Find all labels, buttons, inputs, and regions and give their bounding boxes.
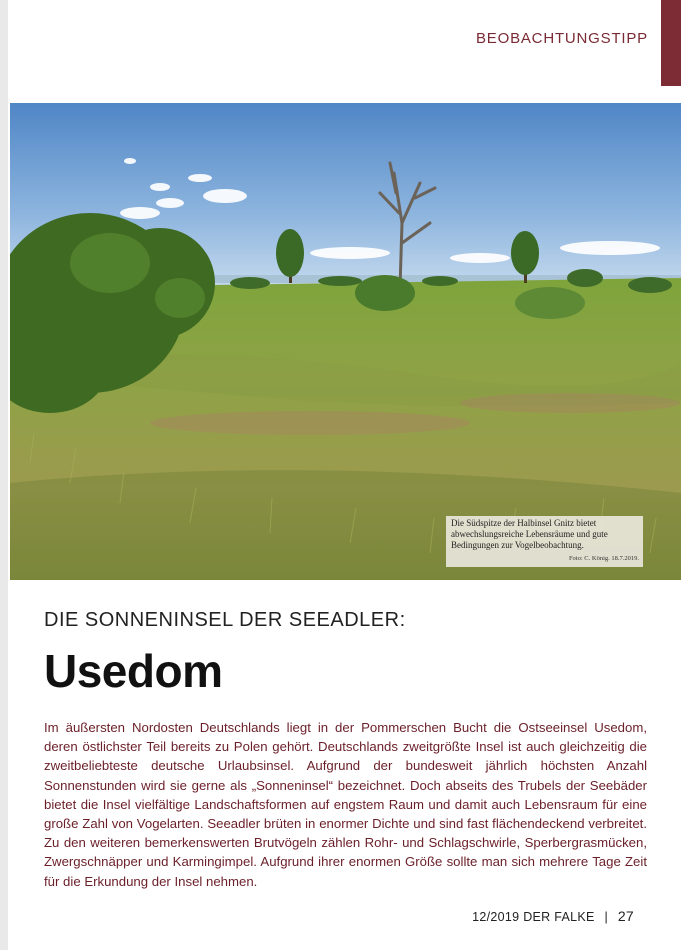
page-edge [0, 0, 8, 950]
page-footer [472, 908, 634, 924]
article-kicker: DIE SONNENINSEL DER SEEADLER: [44, 609, 406, 631]
footer-separator: | [604, 910, 609, 924]
issue-date: 12/2019 [472, 910, 520, 924]
accent-bar [661, 0, 681, 86]
caption-text: Die Südspitze der Halbinsel Gnitz bietet abwechslungsreiche Lebensräume und gute Bedingungen zur Vogelbeobachtung. [451, 518, 608, 550]
photo-credit: Foto: C. König. 18.7.2019. [568, 555, 639, 562]
article-body: Im äußersten Nordosten Deutschlands liegt in der Pommerschen Bucht die Ostseeinsel Usedom, deren östlichster Teil bereits zu Polen gehört. Deutschlands zweitgrößte Insel ist auch gleichzeitig die zweitbeliebteste deutsche Urlaubsinsel. Aufgrund der bundesweit jährlich höchsten Anzahl Sonnenstunden wird sie gerne als „Sonneninsel“ bezeichnet. Doch abseits des Trubels der Seebäder bietet die Insel vielfältige Landschaftsformen auf engstem Raum und damit auch Lebensraum für eine große Zahl von Vogelarten. Seeadler brüten in enormer Dichte und sind fast flächendeckend verbreitet. Zu den weiteren bemerkenswerten Brutvögeln zählen Rohr- und Schlagschwirle, Sperbergrasmücken, Zwergschnäpper und Karmingimpel. Aufgrund ihrer enormen Größe sollte man sich mehrere Tage Zeit für die Erkundung der Insel nehmen. [44, 720, 647, 889]
article-title: Usedom [44, 645, 223, 697]
photo-caption [446, 516, 643, 567]
landscape-photo [10, 103, 681, 580]
magazine-name: DER FALKE [523, 910, 595, 924]
section-label: BEOBACHTUNGSTIPP [476, 30, 648, 47]
page-number: 27 [617, 908, 634, 924]
